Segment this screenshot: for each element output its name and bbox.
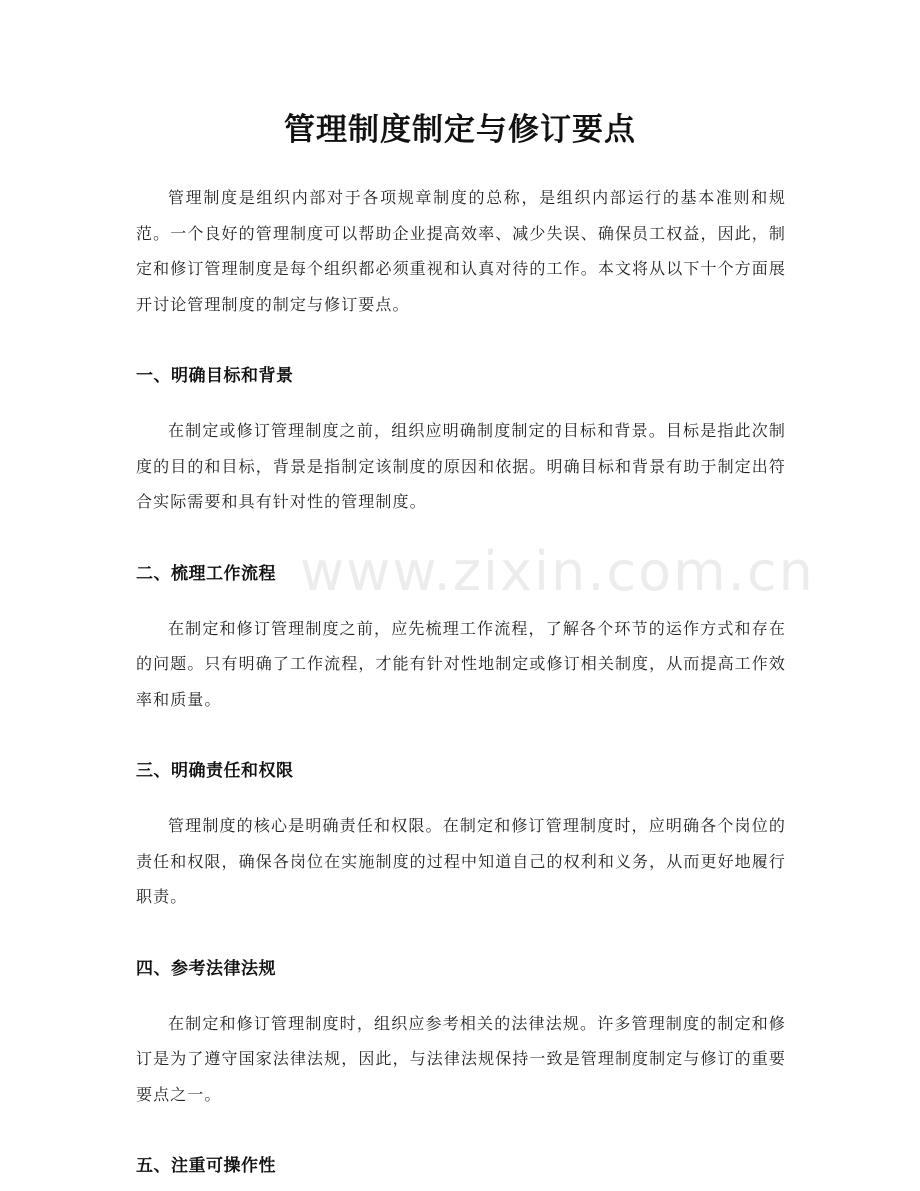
section-heading-5: 五、注重可操作性 — [136, 1156, 276, 1176]
watermark: www.zixin.com.cn — [300, 540, 815, 603]
spacer — [136, 915, 786, 952]
spacer — [136, 788, 786, 808]
section-heading-1: 一、明确目标和背景 — [136, 366, 294, 386]
section-heading-3: 三、明确责任和权限 — [136, 761, 294, 781]
spacer — [136, 322, 786, 359]
section-body-1: 在制定或修订管理制度之前，组织应明确制度制定的目标和背景。目标是指此次制度的目的和目标，背景是指制定该制度的原因和依据。明确目标和背景有助于制定出符合实际需要和具有针对性的管理制度。 — [136, 421, 786, 511]
spacer — [136, 717, 786, 754]
spacer — [136, 520, 786, 557]
spacer — [136, 393, 786, 413]
spacer — [136, 591, 786, 611]
spacer — [136, 986, 786, 1006]
intro-paragraph: 管理制度是组织内部对于各项规章制度的总称，是组织内部运行的基本准则和规范。一个良好的管理制度可以帮助企业提高效率、减少失误、确保员工权益，因此，制定和修订管理制度是每个组织都必须重视和认真对待的工作。本文将从以下十个方面展开讨论管理制度的制定与修订要点。 — [136, 188, 786, 314]
section-body-4: 在制定和修订管理制度时，组织应参考相关的法律法规。许多管理制度的制定和修订是为了遵守国家法律法规，因此，与法律法规保持一致是管理制度制定与修订的重要要点之一。 — [136, 1013, 786, 1104]
document-body — [136, 180, 815, 1183]
spacer — [136, 1112, 786, 1149]
section-heading-2: 二、梳理工作流程 — [136, 563, 276, 584]
section-heading-4: 四、参考法律法规 — [136, 958, 276, 979]
section-body-3: 管理制度的核心是明确责任和权限。在制定和修订管理制度时，应明确各个岗位的责任和权限，确保各岗位在实施制度的过程中知道自己的权利和义务，从而更好地履行职责。 — [136, 816, 786, 906]
document-title: 管理制度制定与修订要点 — [284, 112, 636, 148]
section-body-2: 在制定和修订管理制度之前，应先梳理工作流程，了解各个环节的运作方式和存在的问题。只有明确了工作流程，才能有针对性地制定或修订相关制度，从而提高工作效率和质量。 — [136, 618, 786, 709]
